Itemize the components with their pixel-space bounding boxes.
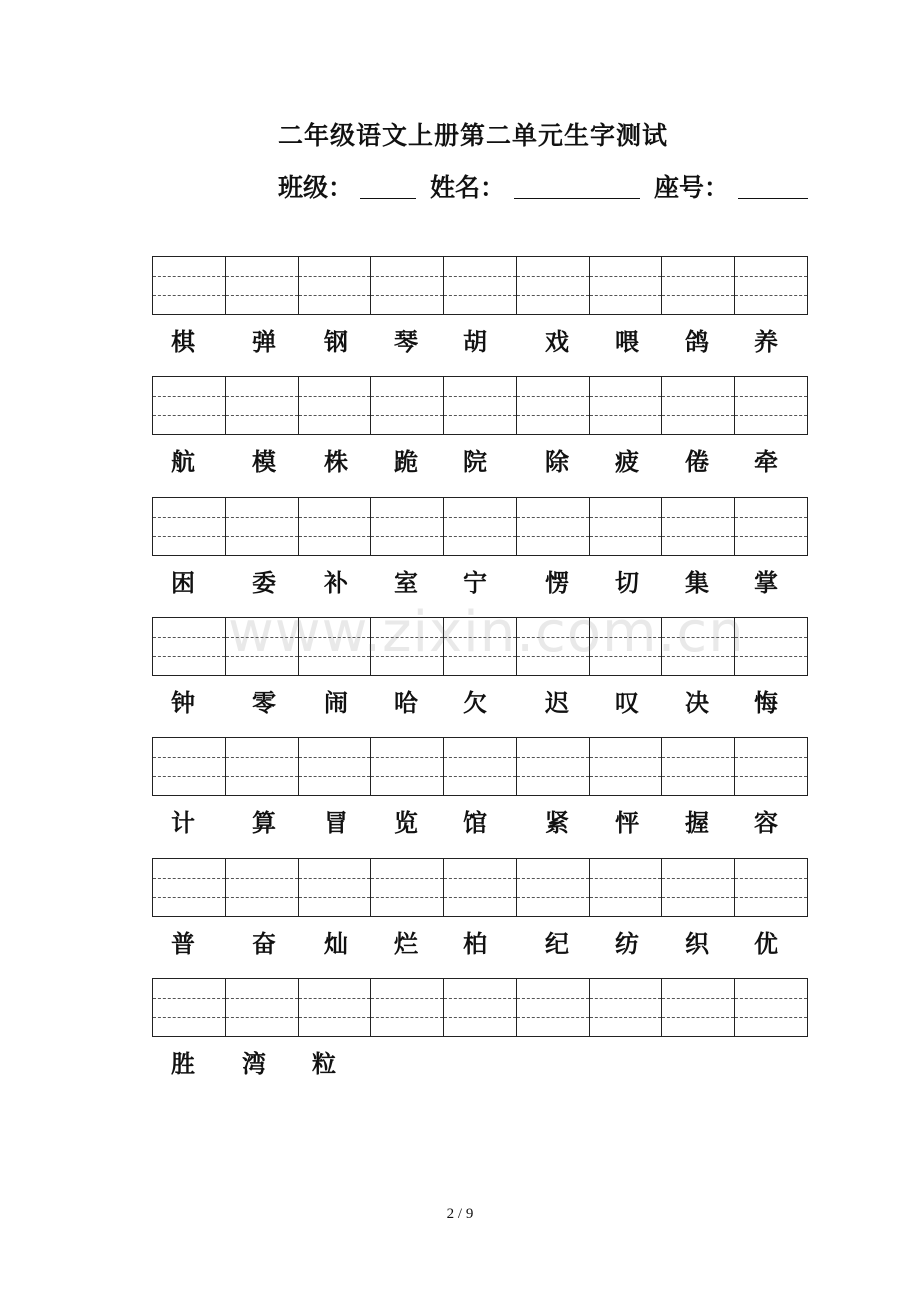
writing-cell[interactable] xyxy=(662,377,735,434)
character: 织 xyxy=(685,929,709,958)
character: 宁 xyxy=(463,568,487,597)
character: 普 xyxy=(171,929,195,958)
character: 迟 xyxy=(545,688,569,717)
writing-grid xyxy=(152,376,808,435)
page-title: 二年级语文上册第二单元生字测试 xyxy=(278,121,669,150)
character: 决 xyxy=(685,688,709,717)
writing-cell[interactable] xyxy=(662,738,735,795)
page-number: 2 / 9 xyxy=(446,1206,474,1222)
writing-cell[interactable] xyxy=(299,738,372,795)
writing-cell[interactable] xyxy=(371,257,444,314)
character: 计 xyxy=(171,808,195,837)
character: 棋 xyxy=(171,327,195,356)
character: 纪 xyxy=(545,929,569,958)
writing-cell[interactable] xyxy=(735,979,807,1036)
character: 柏 xyxy=(463,929,487,958)
character: 粒 xyxy=(312,1049,336,1078)
writing-cell[interactable] xyxy=(371,498,444,555)
character: 闹 xyxy=(324,688,348,717)
character: 愣 xyxy=(545,568,569,597)
character: 紧 xyxy=(545,808,569,837)
character: 零 xyxy=(252,688,276,717)
writing-cell[interactable] xyxy=(226,377,299,434)
writing-cell[interactable] xyxy=(153,979,226,1036)
character: 航 xyxy=(171,447,195,476)
character-row xyxy=(152,1044,808,1084)
writing-cell[interactable] xyxy=(226,979,299,1036)
character: 鸽 xyxy=(685,327,709,356)
character: 悔 xyxy=(754,688,778,717)
writing-cell[interactable] xyxy=(517,859,590,916)
character: 院 xyxy=(463,447,487,476)
character: 切 xyxy=(615,568,639,597)
character: 疲 xyxy=(615,447,639,476)
character: 室 xyxy=(394,568,418,597)
character-row xyxy=(152,683,808,723)
character: 哈 xyxy=(394,688,418,717)
writing-cell[interactable] xyxy=(735,498,807,555)
writing-cell[interactable] xyxy=(735,859,807,916)
character: 除 xyxy=(545,447,569,476)
character: 优 xyxy=(754,929,778,958)
character: 倦 xyxy=(685,447,709,476)
student-info-line xyxy=(278,168,818,204)
writing-cell[interactable] xyxy=(517,498,590,555)
writing-cell[interactable] xyxy=(735,257,807,314)
writing-cell[interactable] xyxy=(371,979,444,1036)
writing-cell[interactable] xyxy=(590,738,663,795)
character: 委 xyxy=(252,568,276,597)
writing-cell[interactable] xyxy=(590,859,663,916)
writing-cell[interactable] xyxy=(299,859,372,916)
writing-cell[interactable] xyxy=(590,498,663,555)
character: 牵 xyxy=(754,447,778,476)
character: 胡 xyxy=(463,327,487,356)
writing-grid xyxy=(152,978,808,1037)
writing-cell[interactable] xyxy=(153,498,226,555)
character: 纺 xyxy=(615,929,639,958)
writing-cell[interactable] xyxy=(371,738,444,795)
writing-cell[interactable] xyxy=(735,618,807,675)
character: 冒 xyxy=(324,808,348,837)
seat-label: 座号： xyxy=(654,173,730,202)
character: 胜 xyxy=(171,1049,195,1078)
writing-grid xyxy=(152,858,808,917)
character: 补 xyxy=(324,568,348,597)
writing-cell[interactable] xyxy=(662,257,735,314)
writing-cell[interactable] xyxy=(517,257,590,314)
writing-cell[interactable] xyxy=(444,979,517,1036)
writing-cell[interactable] xyxy=(299,979,372,1036)
writing-cell[interactable] xyxy=(226,257,299,314)
character: 养 xyxy=(754,327,778,356)
character: 算 xyxy=(252,808,276,837)
character: 困 xyxy=(171,568,195,597)
writing-cell[interactable] xyxy=(444,498,517,555)
writing-cell[interactable] xyxy=(444,257,517,314)
character: 钢 xyxy=(324,327,348,356)
writing-cell[interactable] xyxy=(153,859,226,916)
character-row xyxy=(152,442,808,482)
writing-grid xyxy=(152,737,808,796)
class-blank[interactable] xyxy=(360,198,416,199)
seat-blank[interactable] xyxy=(738,198,808,199)
character: 容 xyxy=(754,808,778,837)
writing-cell[interactable] xyxy=(517,738,590,795)
character-row xyxy=(152,563,808,603)
writing-cell[interactable] xyxy=(371,377,444,434)
character: 烂 xyxy=(394,929,418,958)
writing-cell[interactable] xyxy=(153,738,226,795)
writing-cell[interactable] xyxy=(444,859,517,916)
writing-cell[interactable] xyxy=(517,377,590,434)
writing-cell[interactable] xyxy=(590,377,663,434)
character-row xyxy=(152,803,808,843)
character: 株 xyxy=(324,447,348,476)
character: 览 xyxy=(394,808,418,837)
character: 灿 xyxy=(324,929,348,958)
character: 弹 xyxy=(252,327,276,356)
writing-cell[interactable] xyxy=(226,738,299,795)
writing-cell[interactable] xyxy=(153,618,226,675)
writing-cell[interactable] xyxy=(226,498,299,555)
character: 握 xyxy=(685,808,709,837)
writing-cell[interactable] xyxy=(590,979,663,1036)
writing-cell[interactable] xyxy=(153,377,226,434)
writing-cell[interactable] xyxy=(590,257,663,314)
writing-cell[interactable] xyxy=(662,859,735,916)
character: 钟 xyxy=(171,688,195,717)
character: 馆 xyxy=(463,808,487,837)
writing-cell[interactable] xyxy=(226,859,299,916)
writing-cell[interactable] xyxy=(299,498,372,555)
character: 跪 xyxy=(394,447,418,476)
character-row xyxy=(152,924,808,964)
character: 怦 xyxy=(615,808,639,837)
writing-cell[interactable] xyxy=(517,979,590,1036)
class-label: 班级： xyxy=(278,173,354,202)
character: 集 xyxy=(685,568,709,597)
character: 模 xyxy=(252,447,276,476)
writing-cell[interactable] xyxy=(153,257,226,314)
writing-cell[interactable] xyxy=(662,979,735,1036)
character: 奋 xyxy=(252,929,276,958)
writing-cell[interactable] xyxy=(371,859,444,916)
writing-cell[interactable] xyxy=(299,257,372,314)
character: 欠 xyxy=(463,688,487,717)
character: 湾 xyxy=(242,1049,266,1078)
character: 喂 xyxy=(615,327,639,356)
writing-cell[interactable] xyxy=(735,377,807,434)
writing-cell[interactable] xyxy=(444,738,517,795)
writing-grid xyxy=(152,497,808,556)
writing-grid xyxy=(152,256,808,315)
character: 掌 xyxy=(754,568,778,597)
name-label: 姓名： xyxy=(430,173,506,202)
character: 戏 xyxy=(545,327,569,356)
name-blank[interactable] xyxy=(514,198,640,199)
writing-cell[interactable] xyxy=(662,498,735,555)
writing-cell[interactable] xyxy=(299,377,372,434)
writing-cell[interactable] xyxy=(444,377,517,434)
writing-cell[interactable] xyxy=(735,738,807,795)
character-row xyxy=(152,322,808,362)
character: 琴 xyxy=(394,327,418,356)
watermark: www.zixin.com.cn xyxy=(228,600,745,665)
character: 叹 xyxy=(615,688,639,717)
